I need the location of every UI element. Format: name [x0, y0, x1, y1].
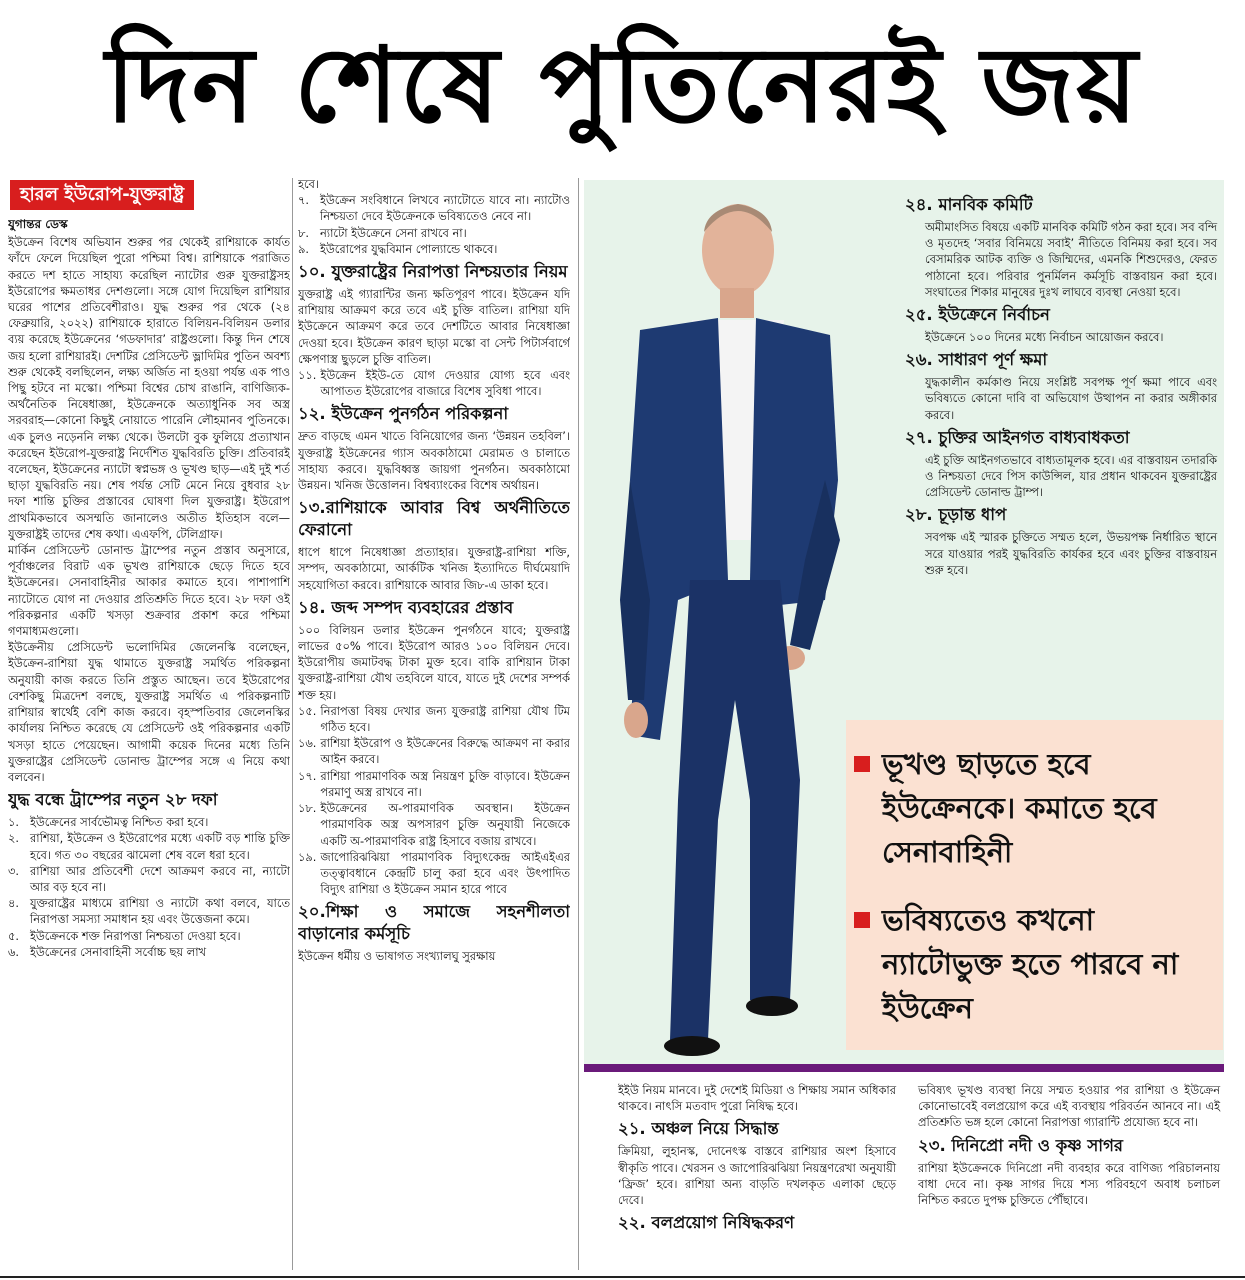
point-text: রাশিয়া ইউক্রেনকে দিনিপ্রো নদী ব্যবহার করে বাণিজ্য পরিচালনায় বাধা দেবে না। কৃষ্ণ সাগর দিয়ে শস্য পরিবহণে অবাধ চলাচল নিশ্চিত করতে দুপক্ষ চুক্তিতে পৌঁছাবে।	[918, 1160, 1220, 1208]
list-item: ১৭. রাশিয়া পারমাণবিক অস্ত্র নিয়ন্ত্রণ চুক্তি বাড়াবে। ইউক্রেন পরমাণু অস্ত্র রাখবে না।	[298, 768, 570, 799]
purple-rule	[584, 1064, 1224, 1072]
points-subhead: যুদ্ধ বন্ধে ট্রাম্পের নতুন ২৮ দফা	[8, 790, 218, 810]
red-square-bullet	[854, 912, 870, 928]
byline: যুগান্তর ডেস্ক	[8, 217, 68, 231]
red-square-bullet	[854, 756, 870, 772]
list-item: ২. রাশিয়া, ইউক্রেন ও ইউরোপের মধ্যে একটি বড় শান্তি চুক্তি হবে। গত ৩০ বছরের ঝামেলা শেষ বলে ধরা হবে।	[8, 831, 290, 862]
point-text: ইউক্রেনে ১০০ দিনের মধ্যে নির্বাচন আয়োজন করবে।	[925, 330, 1164, 345]
column-divider	[578, 178, 579, 1270]
list-item: ৩. রাশিয়া আর প্রতিবেশী দেশে আক্রমণ করবে না, ন্যাটো আর বড় হবে না।	[8, 863, 290, 894]
point-heading: ১০. যুক্তরাষ্ট্রের নিরাপত্তা নিশ্চয়তার নিয়ম	[298, 262, 568, 282]
highlight-point: ভূখণ্ড ছাড়তে হবে ইউক্রেনকে। কমাতে হবে সেনাবাহিনী	[882, 742, 1207, 874]
point-text: যুক্তরাষ্ট্র এই গ্যারান্টির জন্য ক্ষতিপূরণ পাবে। ইউক্রেন যদি রাশিয়ায় আক্রমণ করে তবে এই চুক্তি বাতিল। রাশিয়া যদি ইউক্রেনে আক্রমণ করে তবে দেশটিতে আবার নিষেধাজ্ঞা দেওয়া হবে। ইউক্রেন কারণ ছাড়া মস্কো বা সেন্ট পিটার্সবার্গে ক্ষেপণাস্ত্র ছুড়লে চুক্তি বাতিল।	[298, 287, 570, 366]
page-headline: দিন শেষে পুতিনেরই জয়	[105, 24, 1140, 146]
list-item: ১. ইউক্রেনের সার্বভৌমত্ব নিশ্চিত করা হবে।	[8, 815, 209, 830]
point-text: ধাপে ধাপে নিষেধাজ্ঞা প্রত্যাহার। যুক্তরাষ্ট্র-রাশিয়া শক্তি, সম্পদ, অবকাঠামো, আর্কটিক খনিজ ইত্যাদিতে দীর্ঘমেয়াদি সহযোগিতা করবে। রাশিয়াকে আবার জি৮-এ ডাকা হবে।	[298, 545, 570, 592]
list-item: ৯. ইউরোপের যুদ্ধবিমান পোল্যান্ডে থাকবে।	[298, 241, 498, 256]
list-item: ১৬. রাশিয়া ইউরোপ ও ইউক্রেনের বিরুদ্ধে আক্রমণ না করার আইন করবে।	[298, 736, 570, 767]
intro-paragraph: ইউক্রেন বিশেষ অভিযান শুরুর পর থেকেই রাশিয়াকে কার্যত ফাঁদে ফেলে দিয়েছিল পুরো পশ্চিমা বিশ্ব। রাশিয়াকে পরাজিত করতে দশ হাতে সাহায্য করেছিল ন্যাটোর গুরু যুক্তরাষ্ট্রসহ ইউরোপের ক্ষমতাধর দেশগুলো। সঙ্গে যোগ দিয়েছিল রাশিয়ার ঘরের পাশের প্রতিবেশীরাও। যুদ্ধ শুরুর পর থেকে (২৪ ফেব্রুয়ারি, ২০২২) রাশিয়াকে হারাতে বিলিয়ন-বিলিয়ন ডলার ব্যয় করেছে ইউক্রেনের ‘গডফাদার’ রাষ্ট্রগুলো। কিন্তু দিন শেষে জয় হলো রাশিয়ারই। দেশটির প্রেসিডেন্ট ভ্লাদিমির পুতিন অবশ্য শুরু থেকেই বলছিলেন, লক্ষ্য অর্জিত না হওয়া পর্যন্ত এক পাও পিছু হটবে না মস্কো। পশ্চিমা বিশ্বের চোখ রাঙানি, বাণিজ্যিক-অর্থনৈতিক নিষেধাজ্ঞা, ইউক্রেনকে অত্যাধুনিক সব অস্ত্র সরবরাহ—কোনো কিছুই নোয়াতে পারেনি লৌহমানব পুতিনকে। এক চুলও নড়েননি লক্ষ্য থেকে। উলটো বুক ফুলিয়ে প্রত্যাখান করেছেন ইউরোপ-যুক্তরাষ্ট্র নির্দেশিত যুদ্ধবিরতি চুক্তি। প্রতিবারই বলেছেন, ইউক্রেনের ন্যাটো স্বপ্নভঙ্গ ও ভূখণ্ড ছাড়—এই দুই শর্ত ছাড়া যুদ্ধবিরতি নয়। শেষ পর্যন্ত সেটি মেনে নিয়ে বুধবার ২৮ দফা শান্তি চুক্তির প্রস্তাবের ঘোষণা দিল যুক্তরাষ্ট্র। ইউরোপ প্রাথমিকভাবে অসম্মতি জানালেও অতীত ইতিহাস বলে—যুক্তরাষ্ট্রই তাদের শেষ কথা। এএফপি, টেলিগ্রাফ।	[8, 235, 290, 541]
section-tag: হারল ইউরোপ-যুক্তরাষ্ট্র	[10, 180, 194, 210]
middle-column	[298, 176, 570, 1271]
list-item: ১৮. ইউক্রেনের অ-পারমাণবিক অবস্থান। ইউক্রেন পারমাণবিক অস্ত্র অপসারণ চুক্তি অনুযায়ী নিজেকে একটি অ-পারমাণবিক রাষ্ট্র হিসাবে বজায় রাখবে।	[298, 801, 570, 848]
point-heading: ২৪. মানবিক কমিটি	[905, 195, 1033, 214]
right-column	[905, 190, 1217, 578]
bottom-column-right	[918, 1082, 1220, 1208]
point-text: ১০০ বিলিয়ন ডলার ইউক্রেন পুনর্গঠনে যাবে; যুক্তরাষ্ট্র লাভের ৫০% পাবে। ইউরোপ আরও ১০০ বিলিয়ন দেবে। ইউরোপীয় জমাটবদ্ধ টাকা মুক্ত হবে। বাকি রাশিয়ান টাকা যুক্তরাষ্ট্র-রাশিয়া যৌথ তহবিলে যাবে, যাতে দুই দেশের সম্পর্ক শক্ত হয়।	[298, 622, 570, 702]
continued-text: ভবিষ্যৎ ভূখণ্ড ব্যবস্থা নিয়ে সম্মত হওয়ার পর রাশিয়া ও ইউক্রেন কোনোভাবেই বলপ্রয়োগ করে এই ব্যবস্থায় পরিবর্তন আনবে না। এই প্রতিশ্রুতি ভঙ্গ হলে কোনো নিরাপত্তা গ্যারান্টি প্রযোজ্য হবে না।	[918, 1083, 1220, 1130]
point-heading: ২১. অঞ্চল নিয়ে সিদ্ধান্ত	[618, 1119, 779, 1139]
bottom-column-left	[618, 1082, 896, 1237]
list-item: ৮. ন্যাটো ইউক্রেনে সেনা রাখবে না।	[298, 225, 467, 240]
point-heading: ২৭. চুক্তির আইনগত বাধ্যবাধকতা	[905, 427, 1130, 447]
list-item: ৪. যুক্তরাষ্ট্রের মাধ্যমে রাশিয়া ও ন্যাটো কথা বলবে, যাতে নিরাপত্তা সমস্যা সমাধান হয় এবং উত্তেজনা কমে।	[8, 896, 290, 927]
list-item: ১১. ইউক্রেন ইইউ-তে যোগ দেওয়ার যোগ্য হবে এবং আপাতত ইউরোপের বাজারে বিশেষ সুবিধা পাবে।	[298, 368, 570, 399]
left-column	[8, 176, 290, 1271]
list-item: ৫. ইউক্রেনকে শক্ত নিরাপত্তা নিশ্চয়তা দেওয়া হবে।	[8, 928, 241, 943]
body-paragraph: মার্কিন প্রেসিডেন্ট ডোনাল্ড ট্রাম্পের নতুন প্রস্তাব অনুসারে, পূর্বাঞ্চলের বিরাট এক ভূখণ্ড রাশিয়াকে ছেড়ে দিতে হবে ইউক্রেনের। সেনাবাহিনীর আকার কমাতে হবে। পাশাপাশি ন্যাটোতে যোগ না দেওয়ার প্রতিশ্রুতি দিতে হবে। ২৮ দফা ওই পরিকল্পনার একটি খসড়া শুক্রবার প্রকাশ করে পশ্চিমা গণমাধ্যমগুলো।	[8, 543, 290, 639]
highlight-box	[846, 720, 1223, 1050]
highlight-point: ভবিষ্যতেও কখনো ন্যাটোভুক্ত হতে পারবে না ইউক্রেন	[882, 898, 1207, 1030]
point-heading: ২০.শিক্ষা ও সমাজে সহনশীলতা বাড়ানোর কর্মসূচি	[298, 902, 570, 944]
list-item: ৭. ইউক্রেন সংবিধানে লিখবে ন্যাটোতে যাবে না। ন্যাটোও নিশ্চয়তা দেবে ইউক্রেনকে ভবিষ্যতেও নেবে না।	[298, 193, 570, 224]
column-divider	[292, 178, 293, 1270]
point-heading: ২৮. চূড়ান্ত ধাপ	[905, 505, 1007, 525]
point-heading: ১৪. জব্দ সম্পদ ব্যবহারের প্রস্তাব	[298, 597, 514, 617]
point-text: ইউক্রেন ধর্মীয় ও ভাষাগত সংখ্যালঘু সুরক্ষায়	[298, 949, 496, 964]
point-heading: ২৩. দিনিপ্রো নদী ও কৃষ্ণ সাগর	[918, 1135, 1123, 1155]
body-paragraph: ইউক্রেনীয় প্রেসিডেন্ট ভলোদিমির জেলেনস্কি বলেছেন, ইউক্রেন-রাশিয়া যুদ্ধ থামাতে যুক্তরাষ্ট্র সমর্থিত পরিকল্পনা অনুযায়ী কাজ করতে তিনি প্রস্তুত আছেন। তবে ইউরোপের বেশকিছু মিত্রদেশ বলছে, যুক্তরাষ্ট্র সমর্থিত এ পরিকল্পনাটি রাশিয়ার স্বার্থেই বেশি কাজ করবে। বৃহস্পতিবার জেলেনস্কির কার্যালয় নিশ্চিত করেছে যে প্রেসিডেন্ট ওই পরিকল্পনার একটি খসড়া হাতে পেয়েছেন। আগামী কয়েক দিনের মধ্যে তিনি যুক্তরাষ্ট্রের প্রেসিডেন্ট ডোনাল্ড ট্রাম্পের সঙ্গে এ নিয়ে কথা বলবেন।	[8, 640, 290, 784]
continued-text: হবে।	[298, 177, 319, 191]
list-item: ১৯. জাপোরিঝঝিয়া পারমাণবিক বিদ্যুৎকেন্দ্র আইএইএর তত্ত্বাবধানে কেন্দ্রটি চালু করা হবে এবং উৎপাদিত বিদ্যুৎ রাশিয়া ও ইউক্রেন সমান হারে পাবে	[298, 849, 570, 897]
list-item: ৬. ইউক্রেনের সেনাবাহিনী সর্বোচ্চ ছয় লাখ	[8, 944, 206, 959]
continued-text: ইইউ নিয়ম মানবে। দুই দেশেই মিডিয়া ও শিক্ষায় সমান অধিকার থাকবে। নাৎসি মতবাদ পুরো নিষিদ্ধ হবে।	[618, 1083, 896, 1114]
point-heading: ২২. বলপ্রয়োগ নিষিদ্ধকরণ	[618, 1213, 795, 1233]
point-heading: ২৫. ইউক্রেনে নির্বাচন	[905, 305, 1050, 325]
point-text: এই চুক্তি আইনগতভাবে বাধ্যতামূলক হবে। এর বাস্তবায়ন তদারকি ও নিশ্চয়তা দেবে পিস কাউন্সিল, যার প্রধান থাকবেন যুক্তরাষ্ট্রের প্রেসিডেন্ট ডোনাল্ড ট্রাম্প।	[925, 452, 1217, 500]
point-text: ক্রিমিয়া, লুহানস্ক, দোনেৎস্ক বাস্তবে রাশিয়ার অংশ হিসাবে স্বীকৃতি পাবে। খেরসন ও জাপোরিঝঝিয়া নিয়ন্ত্রণরেখা অনুযায়ী ‘ফ্রিজ’ হবে। রাশিয়া অন্য বাড়তি দখলকৃত এলাকা ছেড়ে দেবে।	[618, 1144, 896, 1208]
point-heading: ১২. ইউক্রেন পুনর্গঠন পরিকল্পনা	[298, 404, 509, 424]
bottom-rule	[0, 1276, 1245, 1278]
point-heading: ১৩.রাশিয়াকে আবার বিশ্ব অর্থনীতিতে ফেরানো	[298, 498, 570, 540]
point-text: যুদ্ধকালীন কর্মকাণ্ড নিয়ে সংশ্লিষ্ট সবপক্ষ পূর্ণ ক্ষমা পাবে এবং ভবিষ্যতে কোনো দাবি বা অভিযোগ উত্থাপন না করার অঙ্গীকার করবে।	[925, 375, 1217, 422]
putin-photo	[600, 180, 860, 1064]
point-text: দ্রুত বাড়ছে এমন খাতে বিনিয়োগের জন্য ‘উন্নয়ন তহবিল’। যুক্তরাষ্ট্র ইউক্রেনের গ্যাস অবকাঠামো মেরামত ও চালাতে সাহায্য করবে। যুদ্ধবিধ্বস্ত জায়গা পুনর্গঠন। অবকাঠামো উন্নয়ন। খনিজ উত্তোলন। বিশ্বব্যাংকের বিশেষ অর্থায়ন।	[298, 429, 570, 493]
point-text: সবপক্ষ এই স্মারক চুক্তিতে সম্মত হলে, উভয়পক্ষ নির্ধারিত স্থানে সরে যাওয়ার পরই যুদ্ধবিরতি কার্যকর হবে এবং চুক্তির বাস্তবায়ন শুরু হবে।	[925, 530, 1217, 577]
point-text: অমীমাংসিত বিষয়ে একটি মানবিক কমিটি গঠন করা হবে। সব বন্দি ও মৃতদেহ ‘সবার বিনিময়ে সবাই’ নীতিতে বিনিময় করা হবে। সব বেসামরিক আটক ব্যক্তি ও জিম্মিদের, এমনকি শিশুদেরও, ফেরত পাঠানো হবে। পরিবার পুনর্মিলন কর্মসূচি বাস্তবায়ন করা হবে। সংঘাতের শিকার মানুষের দুঃখ লাঘবে ব্যবস্থা নেওয়া হবে।	[925, 220, 1217, 299]
point-heading: ২৬. সাধারণ পূর্ণ ক্ষমা	[905, 350, 1048, 370]
list-item: ১৫. নিরাপত্তা বিষয় দেখার জন্য যুক্তরাষ্ট্র রাশিয়া যৌথ টিম গঠিত হবে।	[298, 703, 570, 735]
